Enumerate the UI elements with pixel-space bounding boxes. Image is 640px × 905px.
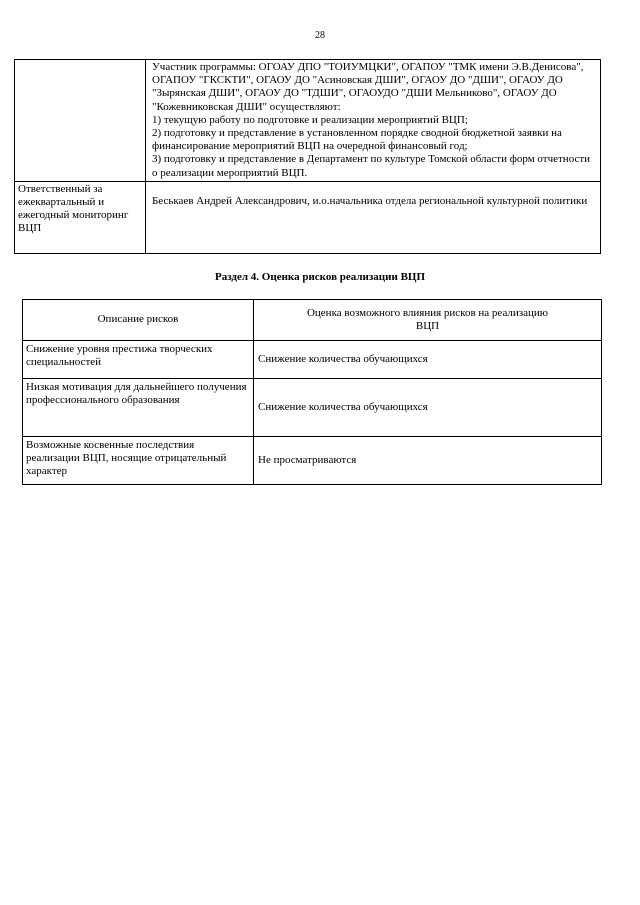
- participant-row: [15, 60, 601, 182]
- header-risk-impact: Оценка возможного влияния рисков на реализацию ВЦП: [254, 300, 602, 341]
- table-row: [23, 341, 602, 379]
- risk-table: [22, 299, 602, 485]
- risk-table-header: [23, 300, 602, 341]
- participant-cell: [146, 60, 601, 182]
- table-row: [23, 379, 602, 437]
- monitoring-label: Ответственный за ежеквартальный и ежегодный мониторинг ВЦП: [15, 181, 146, 253]
- risk-description: Низкая мотивация для дальнейшего получения профессионального образования: [23, 379, 254, 437]
- risk-description: Возможные косвенные последствия реализации ВЦП, носящие отрицательный характер: [23, 437, 254, 485]
- participant-label-cell: [15, 60, 146, 182]
- risk-impact: Снижение количества обучающихся: [254, 379, 602, 437]
- duty-item-2: 2) подготовку и представление в установленном порядке сводной бюджетной заявки на финансирование мероприятий ВЦП на очередной финансовый год;: [152, 127, 562, 153]
- page-number: 28: [315, 30, 325, 41]
- monitoring-responsible: Беськаев Андрей Александрович, и.о.начальника отдела региональной культурной политики: [146, 181, 601, 253]
- participant-paragraph: Участник программы: ОГОАУ ДПО "ТОИУМЦКИ", ОГАПОУ "ТМК имени Э.В.Денисова", ОГАПОУ "ГКСКТИ", ОГАОУ ДО "Асиновская ДШИ", ОГАОУ ДО "ДШИ", ОГАОУ ДО "Зырянская ДШИ", ОГАОУ ДО "ТДШИ", ОГАОУДО "ДШИ Мельниково", ОГАОУ ДО "Кожевниковская ДШИ" осуществляют:: [152, 61, 584, 113]
- header-risk-description: Описание рисков: [23, 300, 254, 341]
- duty-item-3: 3) подготовку и представление в Департамент по культуре Томской области форм отчетности о реализации мероприятий ВЦП.: [152, 153, 591, 179]
- risk-impact: Снижение количества обучающихся: [254, 341, 602, 379]
- section-title: Раздел 4. Оценка рисков реализации ВЦП: [214, 271, 426, 283]
- duty-item-1: 1) текущую работу по подготовке и реализации мероприятий ВЦП;: [152, 113, 468, 126]
- monitoring-row: [15, 181, 601, 253]
- table-row: [23, 437, 602, 485]
- risk-impact: Не просматриваются: [254, 437, 602, 485]
- risk-description: Снижение уровня престижа творческих специальностей: [23, 341, 254, 379]
- responsibility-table: [14, 59, 601, 254]
